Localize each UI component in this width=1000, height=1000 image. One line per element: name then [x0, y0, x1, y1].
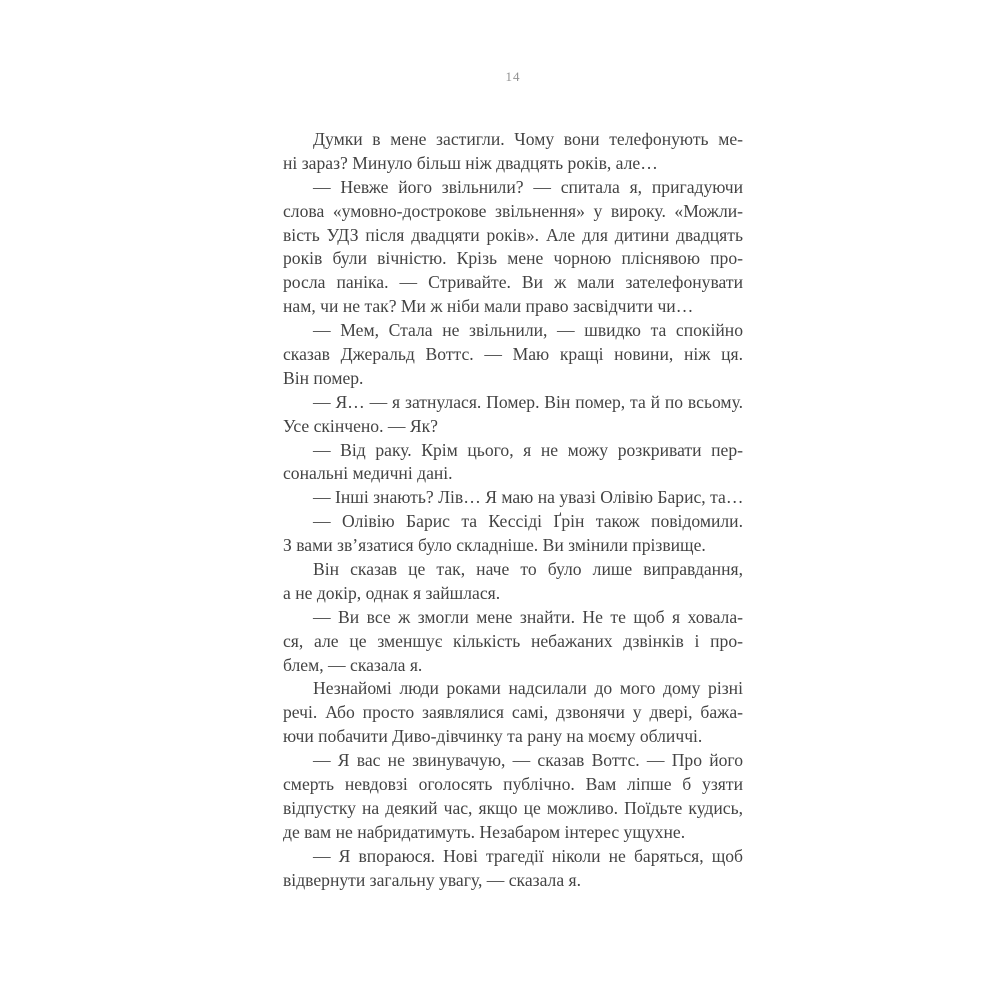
text-line: — Ви все ж змогли мене знайти. Не те щоб я ховала-	[313, 606, 743, 627]
text-line: слова «умовно-дострокове звільнення» у вироку. «Можли-	[283, 200, 743, 221]
text-line: — Я… — я затнулася. Помер. Він помер, та й по всьому.	[313, 391, 743, 412]
text-line: — Від раку. Крім цього, я не можу розкривати пер-	[313, 439, 743, 460]
text-line: речі. Або просто заявлялися самі, дзвонячи у двері, бажа-	[283, 702, 743, 723]
text-line: блем, — сказала я.	[283, 654, 423, 675]
text-line: — Я впораюся. Нові трагедії ніколи не баряться, щоб	[313, 845, 743, 866]
text-line: — Невже його звільнили? — спитала я, пригадуючи	[313, 176, 743, 197]
text-line: а не докір, однак я зайшлася.	[283, 582, 501, 603]
page-number: 14	[505, 69, 521, 84]
text-line: років були вічністю. Крізь мене чорною пліснявою про-	[283, 248, 743, 269]
text-line: — Олівію Барис та Кессіді Ґрін також повідомили.	[313, 511, 743, 532]
text-line: Він сказав це так, наче то було лише виправдання,	[313, 559, 743, 580]
text-line: З вами зв’язатися було складніше. Ви змінили прізвище.	[283, 535, 706, 556]
text-line: Він помер.	[283, 367, 364, 388]
text-line: Незнайомі люди роками надсилали до мого дому різні	[313, 678, 743, 699]
text-line: смерть невдовзі оголосять публічно. Вам ліпше б узяти	[283, 774, 743, 795]
text-line: Думки в мене застигли. Чому вони телефонують ме-	[313, 129, 743, 149]
text-line: сказав Джеральд Воттс. — Маю кращі новини, ніж ця.	[283, 344, 743, 365]
text-line: — Мем, Стала не звільнили, — швидко та спокійно	[313, 320, 743, 341]
text-line: — Інші знають? Лів… Я маю на увазі Олівію Барис, та…	[313, 487, 743, 508]
text-line: ся, але це зменшує кількість небажаних дзвінків і про-	[283, 630, 743, 651]
text-line: — Я вас не звинувачую, — сказав Воттс. — Про його	[313, 750, 743, 771]
text-line: ні зараз? Минуло більш ніж двадцять років, але…	[283, 152, 658, 173]
text-line: ючи побачити Диво-дівчинку та рану на моєму обличчі.	[283, 726, 703, 747]
text-line: вість УДЗ після двадцяти років». Але для дитини двадцять	[283, 224, 743, 245]
text-line: де вам не набридатимуть. Незабаром інтерес ущухне.	[283, 821, 686, 842]
text-line: відпустку на деякий час, якщо це можливо. Поїдьте кудись,	[283, 797, 743, 818]
text-line: нам, чи не так? Ми ж ніби мали право засвідчити чи…	[283, 296, 694, 317]
text-line: сональні медичні дані.	[283, 463, 453, 484]
text-line: росла паніка. — Стривайте. Ви ж мали зателефонувати	[283, 272, 743, 293]
text-line: відвернути загальну увагу, — сказала я.	[283, 869, 582, 890]
text-line: Усе скінчено. — Як?	[283, 415, 438, 436]
page-text	[283, 128, 743, 893]
